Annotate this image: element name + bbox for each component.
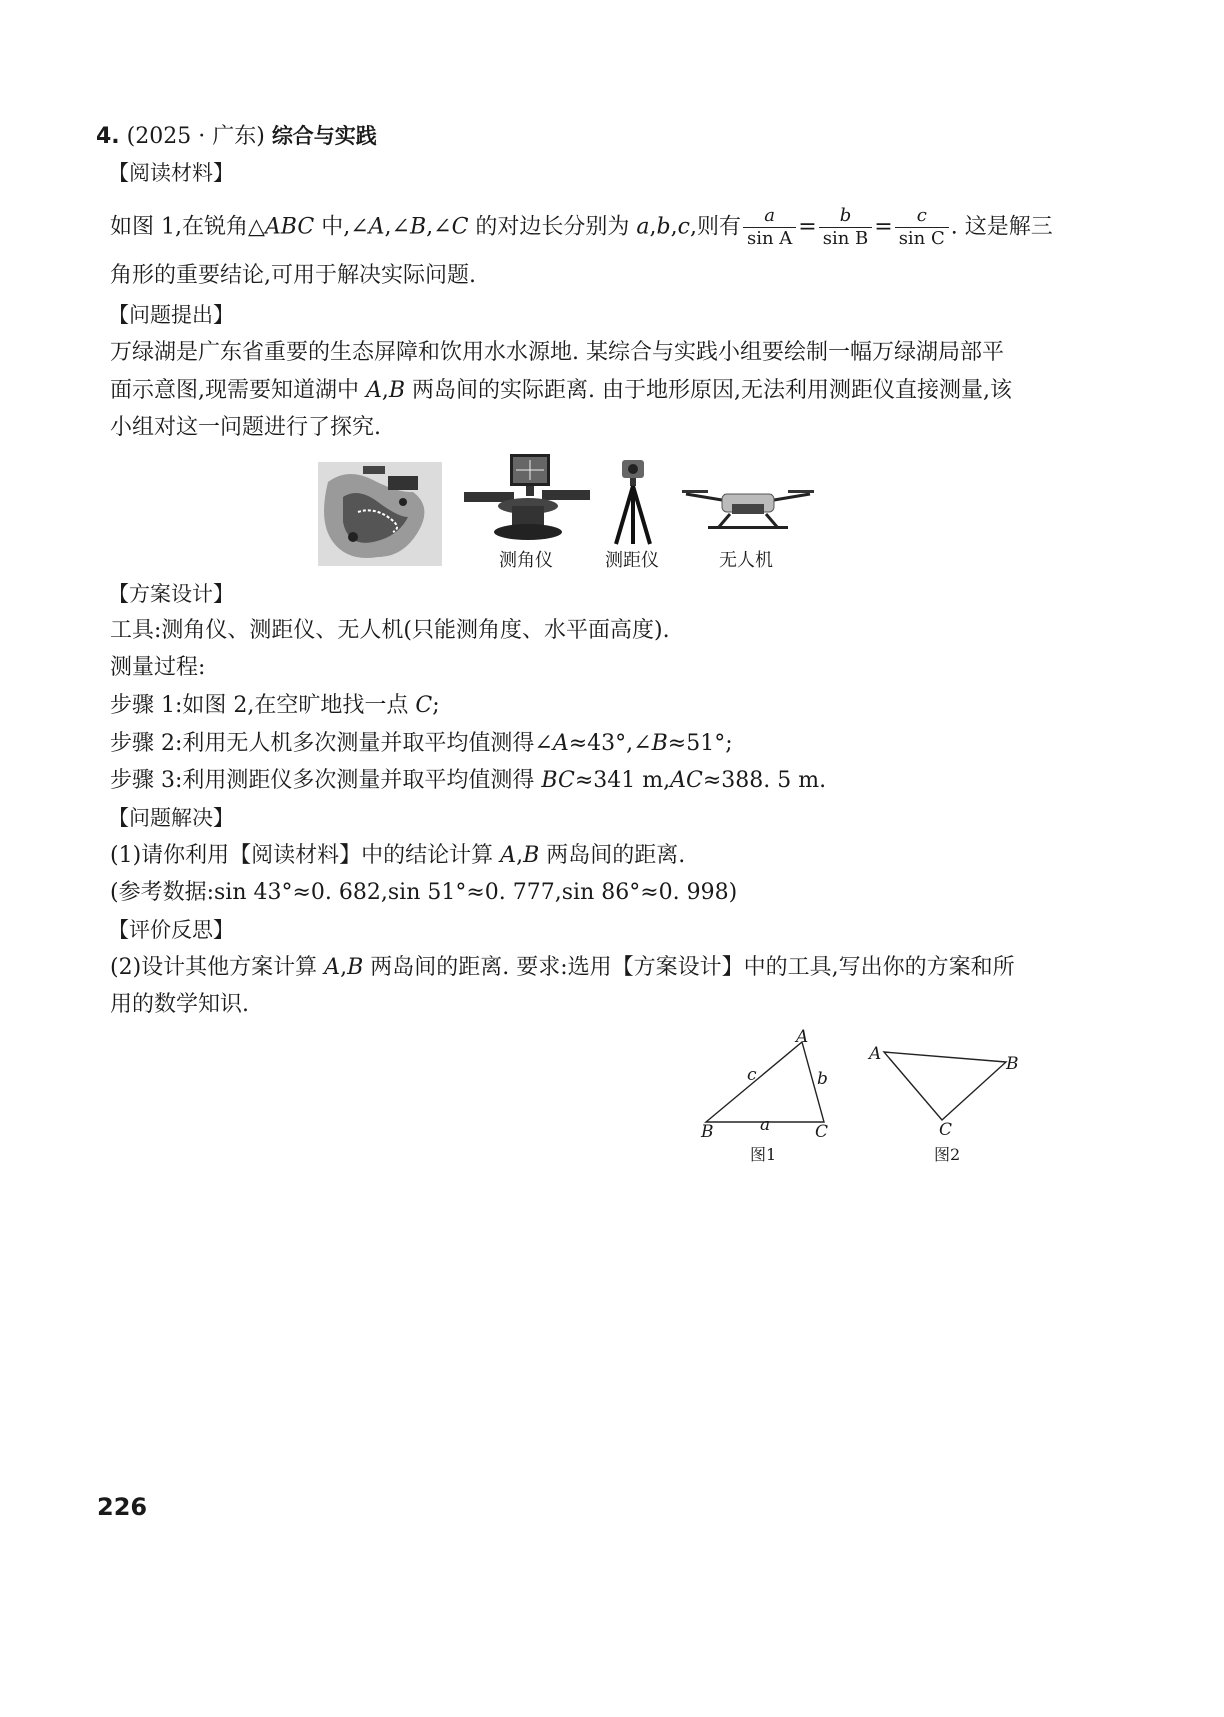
fig1-label-a: a (760, 1115, 771, 1135)
rangefinder-image (608, 458, 658, 546)
design-step-3: 步骤 3:利用测距仪多次测量并取平均值测得 BC≈341 m,AC≈388. 5 m. (110, 768, 827, 793)
question-heading: 【问题提出】 (108, 303, 234, 327)
drone-caption: 无人机 (719, 550, 773, 571)
goniometer-caption: 测角仪 (499, 550, 553, 571)
rangefinder-caption: 测距仪 (605, 550, 659, 571)
drone-icon (682, 480, 814, 530)
fig2-label-B: B (1006, 1054, 1019, 1074)
drone-image (682, 480, 814, 530)
goniometer-icon (462, 452, 592, 542)
problem-number: 4. (96, 124, 120, 149)
reflect-q2-line-1: (2)设计其他方案计算 A,B 两岛间的距离. 要求:选用【方案设计】中的工具,写出你的方案和所 (110, 955, 1015, 980)
fig1-label-b: b (817, 1069, 828, 1089)
fig2-caption: 图2 (934, 1145, 961, 1164)
question-line-3: 小组对这一问题进行了探究. (110, 415, 381, 440)
design-step-1: 步骤 1:如图 2,在空旷地找一点 C; (110, 693, 440, 718)
fig1-caption: 图1 (750, 1145, 777, 1164)
reflect-heading: 【评价反思】 (108, 918, 234, 942)
goniometer-image (462, 452, 592, 542)
design-step-2: 步骤 2:利用无人机多次测量并取平均值测得∠A≈43°,∠B≈51°; (110, 731, 733, 756)
problem-source: (2025 · 广东) (126, 124, 265, 149)
fig1-label-c: c (747, 1065, 757, 1085)
design-heading: 【方案设计】 (108, 582, 234, 606)
rangefinder-icon (608, 458, 658, 546)
question-line-1: 万绿湖是广东省重要的生态屏障和饮用水水源地. 某综合与实践小组要绘制一幅万绿湖局部平 (110, 340, 1004, 365)
solve-ref: (参考数据:sin 43°≈0. 682,sin 51°≈0. 777,sin 86°≈0. 998) (110, 880, 738, 905)
problem-title: 综合与实践 (271, 124, 377, 148)
fraction-c-sinC: $\frac{c}{\text{sin C}}$ (895, 205, 949, 250)
reading-line-2: 角形的重要结论,可用于解决实际问题. (110, 263, 476, 288)
page-number: 226 (97, 1493, 148, 1521)
design-tools: 工具:测角仪、测距仪、无人机(只能测角度、水平面高度). (110, 618, 670, 643)
reading-heading: 【阅读材料】 (108, 161, 234, 185)
design-process: 测量过程: (110, 655, 206, 680)
problem-header (96, 121, 377, 152)
fig1-label-C: C (815, 1122, 829, 1142)
fig2-label-C: C (939, 1120, 953, 1140)
fraction-a-sinA: $\frac{a}{\text{sin A}}$ (743, 205, 796, 250)
fig2-label-A: A (869, 1044, 882, 1064)
figure-2-triangle (870, 1040, 1020, 1130)
question-line-2: 面示意图,现需要知道湖中 A,B 两岛间的实际距离. 由于地形原因,无法利用测距仪直接测量,该 (110, 378, 1013, 403)
lake-map-image (318, 462, 442, 566)
solve-heading: 【问题解决】 (108, 806, 234, 830)
fraction-b-sinB: $\frac{b}{\text{sin B}}$ (819, 205, 873, 250)
solve-q1: (1)请你利用【阅读材料】中的结论计算 A,B 两岛间的距离. (110, 843, 686, 868)
map-illustration (318, 462, 442, 566)
fig1-label-A: A (796, 1027, 809, 1047)
fig1-label-B: B (701, 1122, 714, 1142)
reading-line-1: 如图 1,在锐角△ABC 中,∠A,∠B,∠C 的对边长分别为 a,b,c,则有 $\frac{a}{\text{sin A}}$ = $\frac{b}{\text{sin B}}$ = $\frac{c}{\text{sin C}}$ . 这是解三 (110, 205, 1053, 249)
reflect-q2-line-2: 用的数学知识. (110, 992, 249, 1017)
